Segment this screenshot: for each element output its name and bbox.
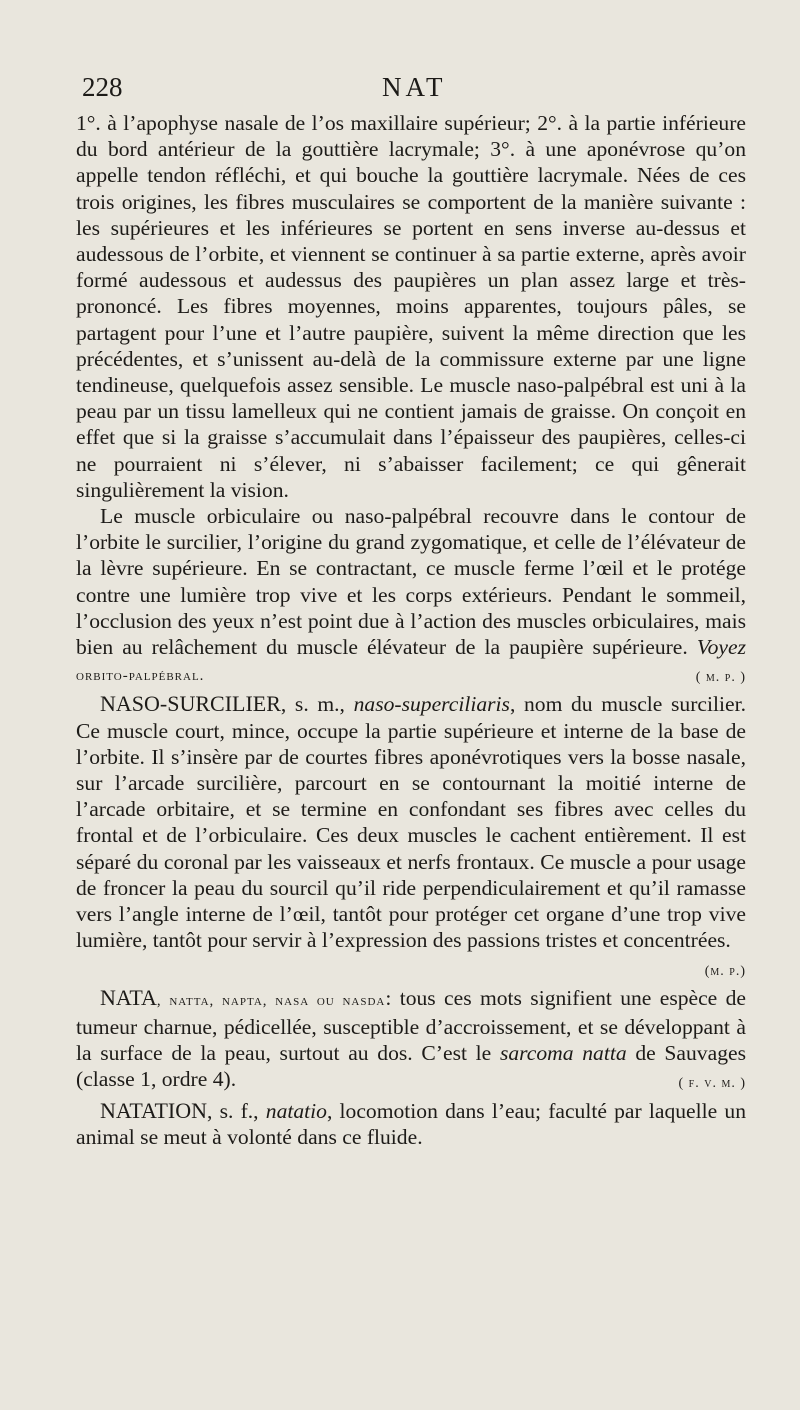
paragraph-orbiculaire-origins [76, 110, 746, 503]
page-number: 228 [82, 72, 123, 102]
part-of-speech: , s. f., [207, 1098, 266, 1123]
author-signature: ( m. p. ) [695, 670, 746, 686]
entry-headword: NATATION [100, 1097, 208, 1123]
latin-term: sarcoma natta [499, 1041, 627, 1066]
paragraph-text: Le muscle orbiculaire ou naso-palpébral recouvre dans le contour de l’orbite le surcilier, l’origine du grand zygomatique, et celle de l’élévateur de la lèvre supérieure. En se contractant, ce muscle ferme l’œil et le protége contre une lumière trop vive et les corps extérieurs. Pendant le sommeil, l’occlusion des yeux n’est point due à l’action des muscles orbiculaires, mais bien au relâchement du muscle élévateur de la paupière supérieure. [76, 504, 746, 660]
running-head: NAT [382, 72, 447, 102]
page-header [82, 72, 746, 108]
cross-reference: orbito-palpébral. [76, 668, 205, 685]
entry-headword: NASO-SURCILIER [100, 691, 281, 717]
author-signature: (m. p.) [704, 963, 746, 979]
entry-text: , locomotion dans l’eau; faculté par laquelle un animal se meut à volonté dans ce fluide. [76, 1098, 746, 1149]
entry-nata [76, 985, 746, 1093]
paragraph-text: 1°. à l’apophyse nasale de l’os maxillaire supérieur; 2°. à la partie inférieure du bord antérieur de la gouttière lacrymale; 3°. à une aponévrose qu’on appelle tendon réfléchi, et qui bouche la gouttière lacrymale. Nées de ces trois origines, les fibres musculaires se comportent de la manière suivante : les supérieures et les inférieures se portent en sens inverse au-dessus et audessous de l’orbite, et viennent se continuer à sa partie externe, après avoir formé audessous et audessus des paupières un plan assez large et très-prononcé. Les fibres moyennes, moins apparentes, toujours pâles, se partagent pour l’une et l’autre paupière, suivent la même direction que les précédentes, et s’unissent au-delà de la commissure externe par une ligne tendineuse, quelquefois assez sensible. Le muscle naso-palpébral est uni à la peau par un tissu lamelleux qui ne contient jamais de graisse. On conçoit en effet que si la graisse s’accumulait dans l’épaisseur des paupières, celles-ci ne pourraient ni s’élever, ni s’abaisser facilement; ce qui gênerait singulièrement la vision. [76, 111, 746, 502]
author-signature: ( f. v. m. ) [678, 1076, 746, 1092]
part-of-speech: , s. m., [280, 692, 354, 717]
entry-text: : tous ces mots signifient une espèce de tumeur charnue, pédicellée, susceptible d’accroissement, et se développant à la surface de la peau, surtout au dos. C’est le [76, 985, 746, 1066]
entry-naso-surcilier [76, 691, 746, 979]
entry-text: , nom du muscle surcilier. Ce muscle court, mince, occupe la partie supérieure et interne de la base de l’orbite. Il s’insère par de courtes fibres aponévrotiques vers la bosse nasale, sur l’arcade surcilière, parcourt en se contournant la moitié interne de l’arcade orbitaire, et se termine en confondant ses fibres avec celles du frontal et de l’orbiculaire. Ces deux muscles le cachent entièrement. Il est séparé du coronal par les vaisseaux et nerfs frontaux. Ce muscle a pour usage de froncer la peau du sourcil qu’il ride perpendiculairement et qu’il ramasse vers l’angle interne de l’œil, tantôt pour protéger cet organe d’une trop vive lumière, tantôt pour servir à l’expression des passions tristes et concentrées. [76, 692, 746, 953]
entry-natation [76, 1098, 746, 1150]
entry-text-continued: de Sauvages (classe 1, ordre 4). [76, 1041, 746, 1092]
latin-term: naso-superciliaris [353, 692, 510, 717]
entry-headword: NATA [100, 984, 157, 1010]
see-reference: Voyez [696, 635, 746, 660]
latin-term: natatio [265, 1098, 327, 1123]
body-text [76, 110, 746, 1150]
paragraph-orbiculaire-function [76, 503, 746, 689]
entry-variants: , natta, napta, nasa ou nasda [156, 992, 386, 1009]
